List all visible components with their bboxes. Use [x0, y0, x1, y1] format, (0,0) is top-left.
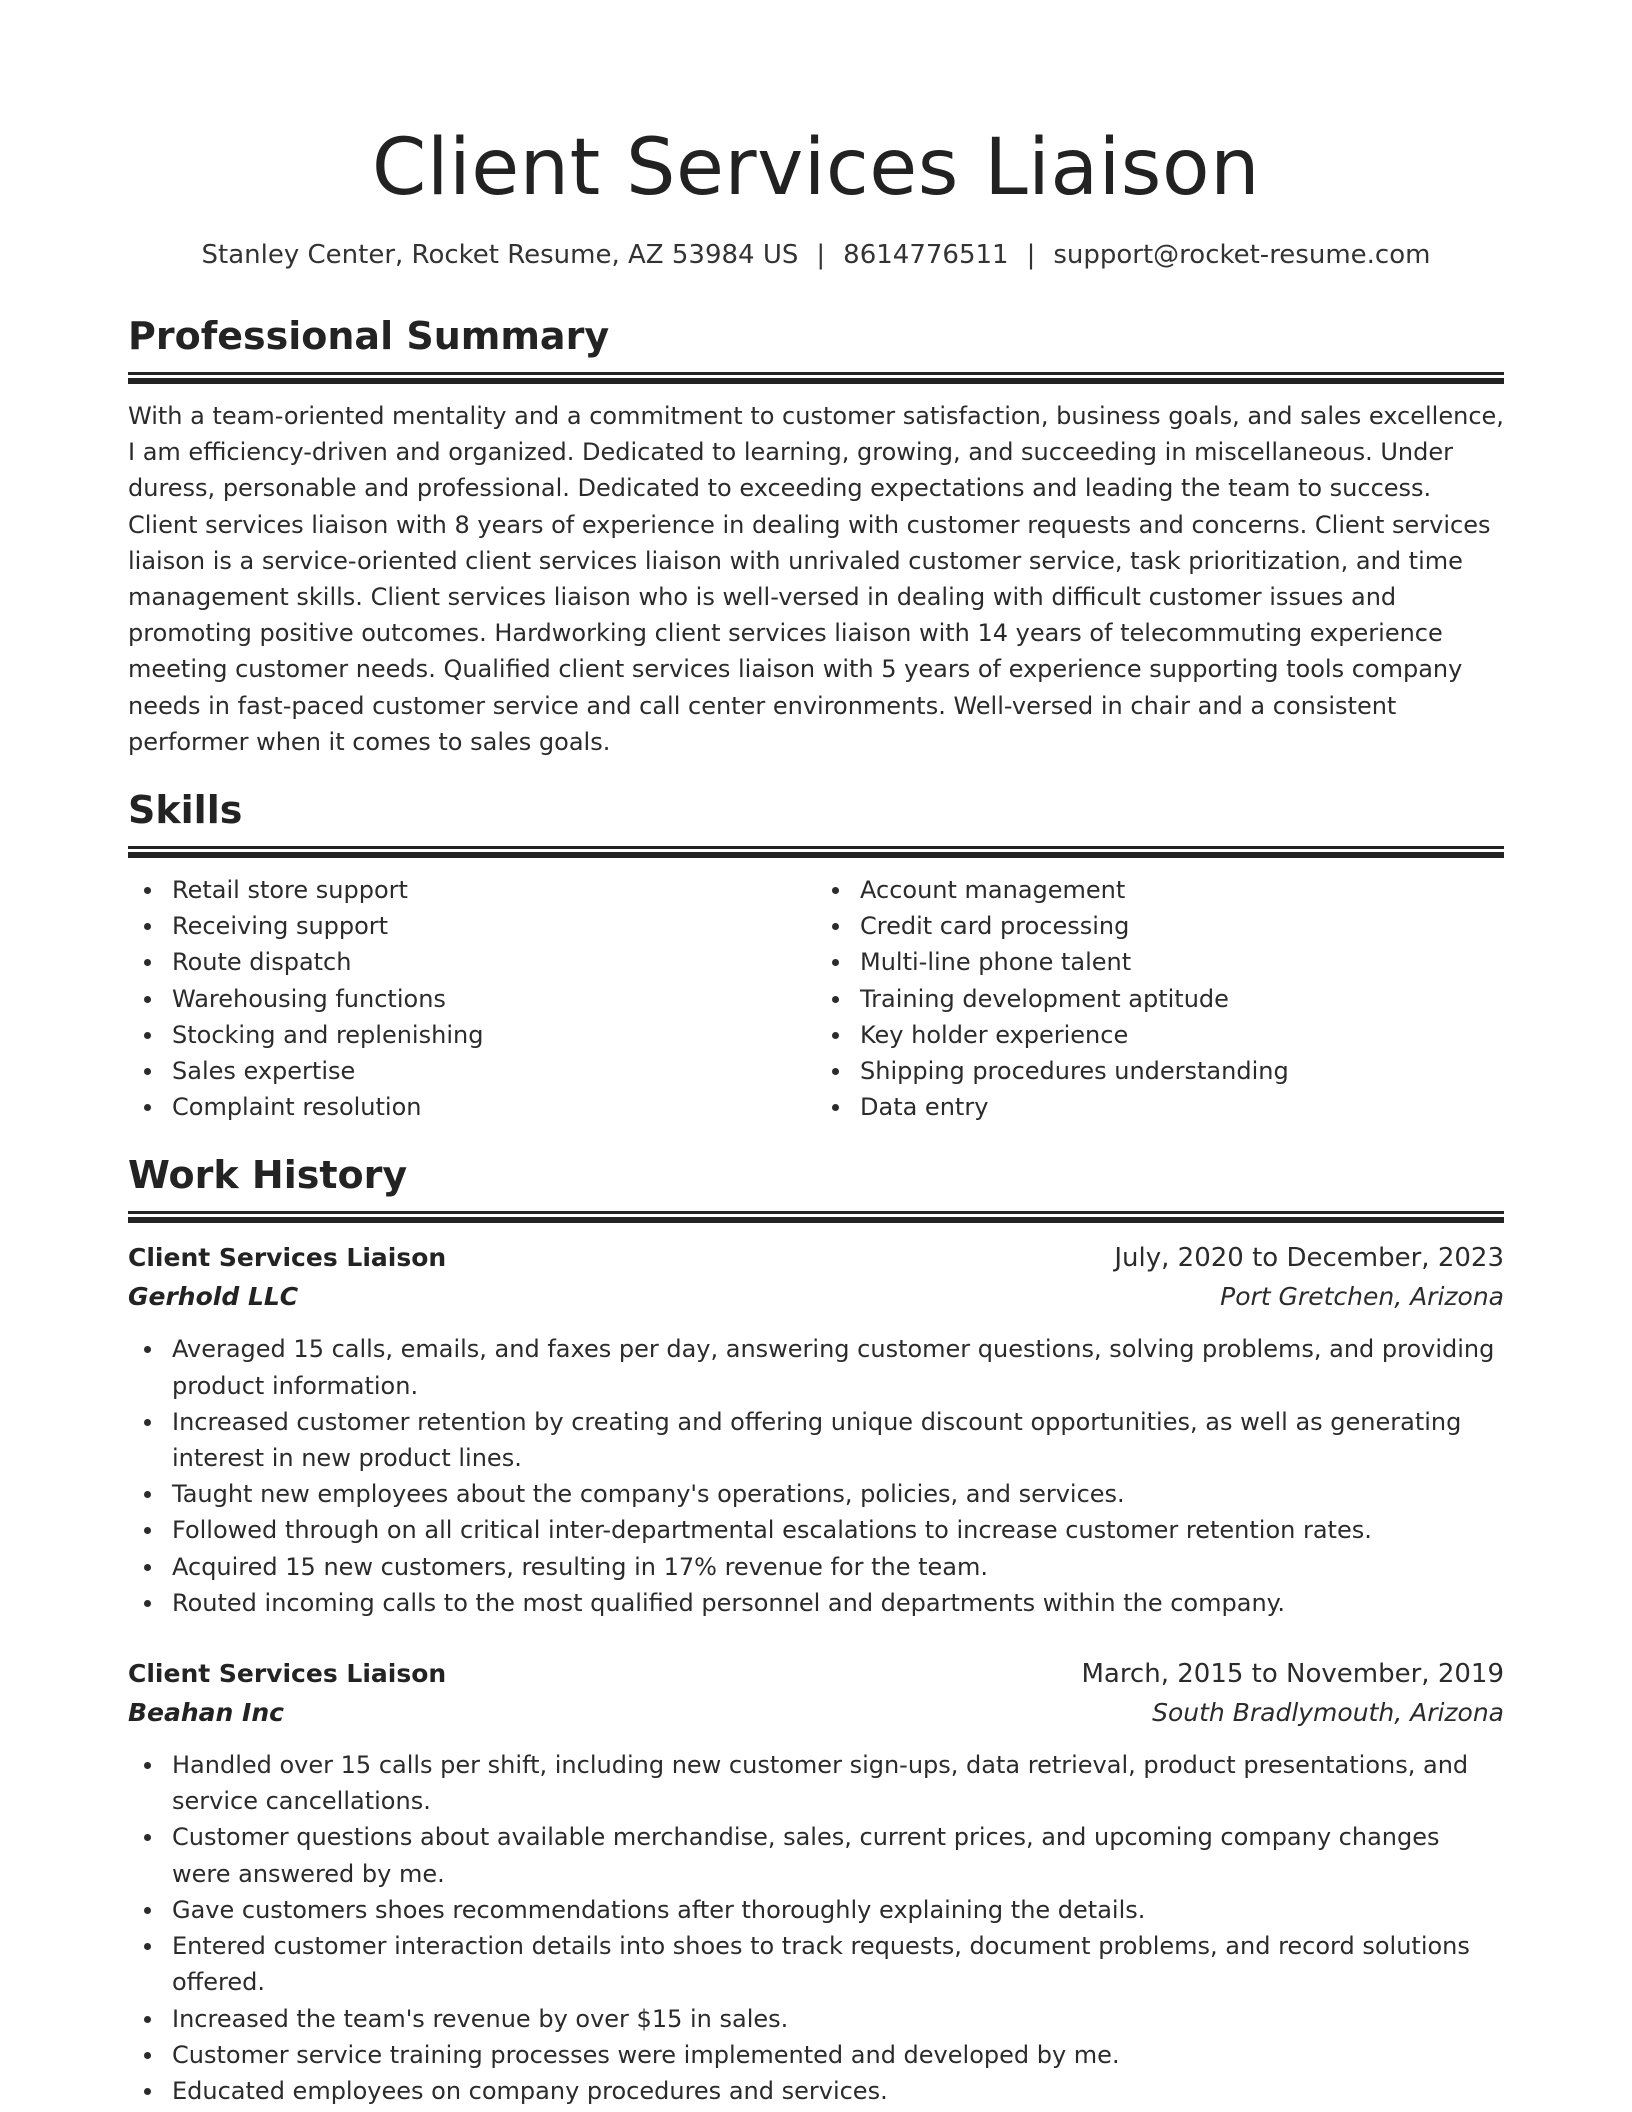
skill-item: Training development aptitude [816, 981, 1504, 1017]
job-bullet: Handled over 15 calls per shift, including new customer sign-ups, data retrieval, product presentations, and service cancellations. [128, 1747, 1504, 1819]
contact-address: Stanley Center, Rocket Resume, AZ 53984 US [201, 240, 799, 270]
skill-item: Route dispatch [128, 944, 816, 980]
section-title-summary: Professional Summary [128, 314, 610, 358]
section-divider [128, 1211, 1504, 1223]
job-location: Port Gretchen, Arizona [1220, 1282, 1504, 1312]
skill-item: Account management [816, 872, 1504, 908]
skill-item: Multi-line phone talent [816, 944, 1504, 980]
job-subheader [128, 1277, 1504, 1317]
skill-item: Complaint resolution [128, 1089, 816, 1125]
job-bullets [128, 1331, 1504, 1621]
skill-item: Warehousing functions [128, 981, 816, 1017]
resume-name: Client Services Liaison [371, 123, 1261, 213]
skills-column-right [816, 872, 1504, 1125]
skill-item: Key holder experience [816, 1017, 1504, 1053]
job-bullet: Routed incoming calls to the most qualified personnel and departments within the company. [128, 1585, 1504, 1621]
job-bullet: Entered customer interaction details into shoes to track requests, document problems, and record solutions offered. [128, 1928, 1504, 2000]
job-bullet: Acquired 15 new customers, resulting in 17% revenue for the team. [128, 1549, 1504, 1585]
job-entry [128, 1239, 1504, 1621]
job-bullet: Followed through on all critical inter-departmental escalations to increase customer retention rates. [128, 1512, 1504, 1548]
job-subheader [128, 1693, 1504, 1733]
job-bullet: Customer questions about available merchandise, sales, current prices, and upcoming company changes were answered by me. [128, 1819, 1504, 1891]
contact-email: support@rocket-resume.com [1053, 240, 1431, 270]
contact-separator: | [1026, 240, 1036, 270]
work-history-section [128, 1151, 1504, 2109]
job-dates: March, 2015 to November, 2019 [1081, 1659, 1504, 1690]
section-divider [128, 372, 1504, 384]
skill-item: Data entry [816, 1089, 1504, 1125]
job-bullet: Increased the team's revenue by over $15 in sales. [128, 2001, 1504, 2037]
skill-item: Shipping procedures understanding [816, 1053, 1504, 1089]
job-company: Gerhold LLC [128, 1282, 299, 1312]
job-bullet: Increased customer retention by creating and offering unique discount opportunities, as well as generating interest in new product lines. [128, 1404, 1504, 1476]
skills-column-left [128, 872, 816, 1125]
section-title-skills: Skills [128, 788, 243, 833]
section-title-work-history: Work History [128, 1153, 408, 1198]
job-bullet: Educated employees on company procedures and services. [128, 2073, 1504, 2109]
job-entry [128, 1655, 1504, 2109]
job-bullet: Customer service training processes were implemented and developed by me. [128, 2037, 1504, 2073]
job-bullet: Gave customers shoes recommendations after thoroughly explaining the details. [128, 1892, 1504, 1928]
skill-item: Retail store support [128, 872, 816, 908]
skill-item: Receiving support [128, 908, 816, 944]
skills-section [128, 786, 1504, 1125]
job-location: South Bradlymouth, Arizona [1152, 1698, 1504, 1728]
job-dates: July, 2020 to December, 2023 [1114, 1243, 1504, 1274]
summary-section [128, 312, 1504, 760]
skill-item: Sales expertise [128, 1053, 816, 1089]
contact-phone: 8614776511 [843, 240, 1009, 270]
section-divider [128, 846, 1504, 858]
job-header [128, 1239, 1504, 1277]
skill-item: Stocking and replenishing [128, 1017, 816, 1053]
summary-text: With a team-oriented mentality and a commitment to customer satisfaction, business goals, and sales excellence, I am efficiency-driven and organized. Dedicated to learning, growing, and succeeding in miscellaneous. Under duress, personable and professional. Dedicated to exceeding expectations and leading the team to success. Client services liaison with 8 years of experience in dealing with customer requests and concerns. Client services liaison is a service-oriented client services liaison with unrivaled customer service, task prioritization, and time management skills. Client services liaison who is well-versed in dealing with difficult customer issues and promoting positive outcomes. Hardworking client services liaison with 14 years of telecommuting experience meeting customer needs. Qualified client services liaison with 5 years of experience supporting tools company needs in fast-paced customer service and call center environments. Well-versed in chair and a consistent performer when it comes to sales goals. [128, 402, 1504, 756]
job-header [128, 1655, 1504, 1693]
contact-line [128, 238, 1504, 272]
job-title: Client Services Liaison [128, 1659, 447, 1689]
job-company: Beahan Inc [128, 1698, 284, 1728]
skills-list [128, 872, 1504, 1125]
job-bullet: Taught new employees about the company's operations, policies, and services. [128, 1476, 1504, 1512]
contact-separator: | [816, 240, 826, 270]
job-title: Client Services Liaison [128, 1243, 447, 1273]
job-bullets [128, 1747, 1504, 2109]
skill-item: Credit card processing [816, 908, 1504, 944]
job-bullet: Averaged 15 calls, emails, and faxes per day, answering customer questions, solving problems, and providing product information. [128, 1331, 1504, 1403]
